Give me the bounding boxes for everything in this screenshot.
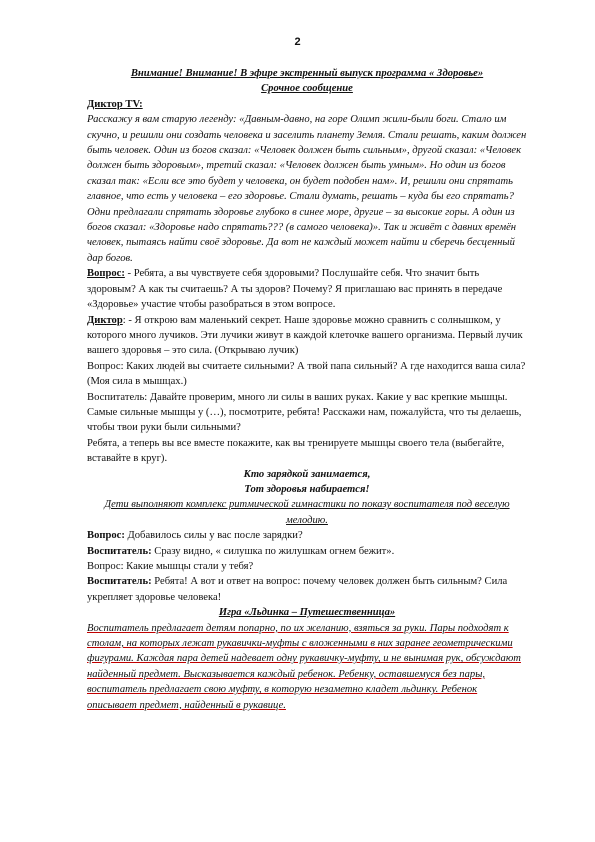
question-muscles-paragraph: Вопрос: Какие мышцы стали у тебя?: [87, 561, 254, 572]
question-text: - Ребята, а вы чувствуете себя здоровыми? Послушайте себя. Что значит быть здоровым? А как ты считаешь? А ты здоров? Почему? Я приглашаю вас принять в передаче «Здоровье» участие чтобы разобраться в этом вопросе.: [87, 268, 503, 311]
game-description: Воспитатель предлагает детям попарно, по их желанию, взяться за руки. Пары подходят к столам, на которых лежат рукавички-муфты с вложенными в них заранее геометрическими фигурами. Каждая пара детей надевает одну рукавичку-муфту, и не вынимая рук, обсуждают найденный предмет. Высказывается каждый ребенок. Ребенку, оставшемуся без пары, воспитатель предлагает свою муфту, в которую незаметно кладет льдинку. Ребенок описывает предмет, найденный в рукавице.: [87, 622, 521, 711]
children-paragraph: Ребята, а теперь вы все вместе покажите, как вы тренируете мышцы своего тела (выбегайте, вставайте в круг).: [87, 437, 505, 465]
page-number: 2: [294, 36, 301, 48]
rhyme-line-2: Тот здоровья набирается!: [244, 483, 370, 495]
document-body: [87, 66, 527, 713]
question-strong-paragraph: Вопрос: Каких людей вы считаете сильными? А твой папа сильный? А где находится ваша сила? (Моя сила в мышцах.): [87, 360, 526, 388]
teacher-check-paragraph: Воспитатель: Давайте проверим, много ли силы в ваших руках. Какие у вас крепкие мышцы. Самые сильные мышцы у (…), посмотрите, ребята! Расскажи нам, пожалуйста, что ты делаешь, чтобы твои руки были сильными?: [87, 391, 522, 434]
teacher-label-1: Воспитатель:: [87, 545, 152, 557]
rhyme-line-1: Кто зарядкой занимается,: [243, 468, 371, 480]
teacher-remark-1: [87, 544, 527, 559]
teacher-remark-2-text: Ребята! А вот и ответ на вопрос: почему человек должен быть сильным? Сила укрепляет здоровье человека!: [87, 576, 508, 603]
teacher-remark-1-text: Сразу видно, « силушка по жилушкам огнем бежит».: [151, 545, 395, 557]
question-paragraph: [87, 266, 527, 312]
urgent-message-heading: Срочное сообщение: [261, 83, 353, 95]
announcer-secret-paragraph: [87, 313, 527, 359]
broadcast-heading: Внимание! Внимание! В эфире экстренный выпуск программа « Здоровье»: [130, 68, 484, 79]
question-label: Вопрос:: [87, 268, 125, 280]
teacher-label-2: Воспитатель:: [87, 576, 152, 588]
announcer-label: Диктор TV:: [87, 98, 143, 110]
legend-paragraph: Расскажу я вам старую легенду: «Давным-давно, на горе Олимп жили-были боги. Стало им скучно, и решили они создать человека и заселить планету Земля. Стали решать, каким должен быть человек. Один из богов сказал: «Человек должен быть сильным», другой сказал: «Человек должен быть здоровым», третий сказал: «Человек должен быть умным». Но один из богов сказал так: «Если все это будет у человека, он будет подобен нам». И, решили они спрятать главное, что есть у человека – его здоровье. Стали думать, решать – куда бы его спрятать? Одни предлагали спрятать здоровье глубоко в синее море, другие – за высокие горы. А один из богов сказал: «Здоровье надо спрятать??? (в самого человека)». Так и живёт с давних времён человек, пытаясь найти своё здоровье. Да вот не каждый может найти и сберечь бесценный дар богов.: [87, 114, 527, 264]
game-title: Игра «Льдинка – Путешественница»: [218, 607, 396, 619]
teacher-remark-2: [87, 574, 527, 605]
exercise-note: Дети выполняют комплекс ритмической гимнастики по показу воспитателя под веселую мелодию.: [104, 499, 510, 526]
announcer-label-2: Диктор: [87, 314, 123, 326]
announcer-secret-text: : - Я открою вам маленький секрет. Наше здоровье можно сравнить с солнышком, у которого много лучиков. Эти лучики живут в каждой клеточке вашего организма. Первый лучик вашего здоровья – это сила. (Открываю лучик): [87, 314, 523, 357]
question-label-2: Вопрос:: [87, 530, 125, 542]
question-added-strength-text: Добавилось силы у вас после зарядки?: [124, 530, 303, 542]
question-added-strength: [87, 528, 527, 543]
